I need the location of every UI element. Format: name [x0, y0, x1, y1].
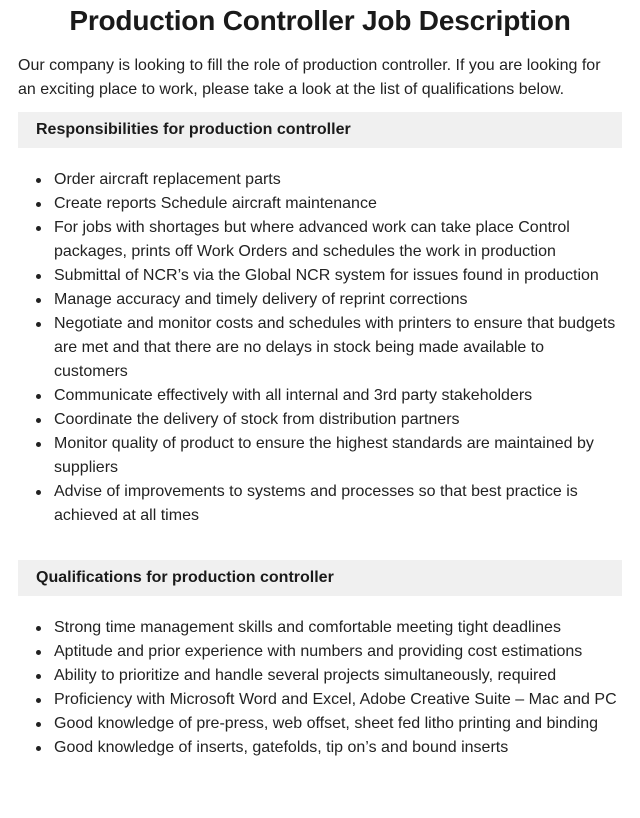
list-item-text: Negotiate and monitor costs and schedules with printers to ensure that budgets are met and that there are no delays in stock being made available to customers [54, 315, 616, 380]
bullet-icon [36, 418, 41, 423]
list-item-text: Proficiency with Microsoft Word and Excel, Adobe Creative Suite – Mac and PC [54, 691, 617, 708]
list-item-text: Good knowledge of inserts, gatefolds, tip on’s and bound inserts [54, 739, 509, 756]
list-item-text: Coordinate the delivery of stock from distribution partners [54, 411, 460, 428]
list-item [18, 688, 622, 712]
list-item [18, 432, 622, 480]
bullet-icon [36, 674, 41, 679]
bullet-icon [36, 394, 41, 399]
list-item [18, 712, 622, 736]
list-item [18, 664, 622, 688]
list-item [18, 736, 622, 760]
list-item-text: Good knowledge of pre-press, web offset, sheet fed litho printing and binding [54, 715, 599, 732]
bullet-icon [36, 490, 41, 495]
list-item [18, 168, 622, 192]
list-item-text: Manage accuracy and timely delivery of reprint corrections [54, 291, 468, 308]
bullet-icon [36, 626, 41, 631]
list-item [18, 384, 622, 408]
list-item-text: Ability to prioritize and handle several projects simultaneously, required [54, 667, 557, 684]
qualifications-section [18, 560, 622, 760]
list-item-text: Aptitude and prior experience with numbers and providing cost estimations [54, 643, 583, 660]
responsibilities-section [18, 112, 622, 528]
list-item-text: Create reports Schedule aircraft maintenance [54, 195, 377, 212]
list-item-text: Monitor quality of product to ensure the highest standards are maintained by suppliers [54, 435, 594, 476]
responsibilities-list [18, 168, 622, 528]
bullet-icon [36, 698, 41, 703]
bullet-icon [36, 298, 41, 303]
list-item [18, 480, 622, 528]
section-heading-qualifications: Qualifications for production controller [18, 560, 622, 596]
bullet-icon [36, 746, 41, 751]
bullet-icon [36, 322, 41, 327]
bullet-icon [36, 226, 41, 231]
section-spacer [18, 528, 622, 550]
section-heading-responsibilities: Responsibilities for production controller [18, 112, 622, 148]
bullet-icon [36, 722, 41, 727]
list-item [18, 288, 622, 312]
bullet-icon [36, 442, 41, 447]
list-item [18, 192, 622, 216]
list-item [18, 312, 622, 384]
list-item-text: Order aircraft replacement parts [54, 171, 281, 188]
bullet-icon [36, 650, 41, 655]
list-item-text: Communicate effectively with all internal and 3rd party stakeholders [54, 387, 533, 404]
qualifications-list [18, 616, 622, 760]
list-item [18, 216, 622, 264]
list-item-text: Submittal of NCR’s via the Global NCR system for issues found in production [54, 267, 599, 284]
list-item-text: For jobs with shortages but where advanced work can take place Control packages, prints off Work Orders and schedules the work in production [54, 219, 570, 260]
list-item-text: Strong time management skills and comfortable meeting tight deadlines [54, 619, 561, 636]
bullet-icon [36, 274, 41, 279]
list-item [18, 640, 622, 664]
list-item [18, 264, 622, 288]
page-title: Production Controller Job Description [69, 5, 571, 36]
list-item-text: Advise of improvements to systems and processes so that best practice is achieved at all times [54, 483, 578, 524]
bullet-icon [36, 202, 41, 207]
intro-paragraph: Our company is looking to fill the role of production controller. If you are looking for an exciting place to work, please take a look at the list of qualifications below. [18, 57, 601, 98]
list-item [18, 408, 622, 432]
list-item [18, 616, 622, 640]
bullet-icon [36, 178, 41, 183]
